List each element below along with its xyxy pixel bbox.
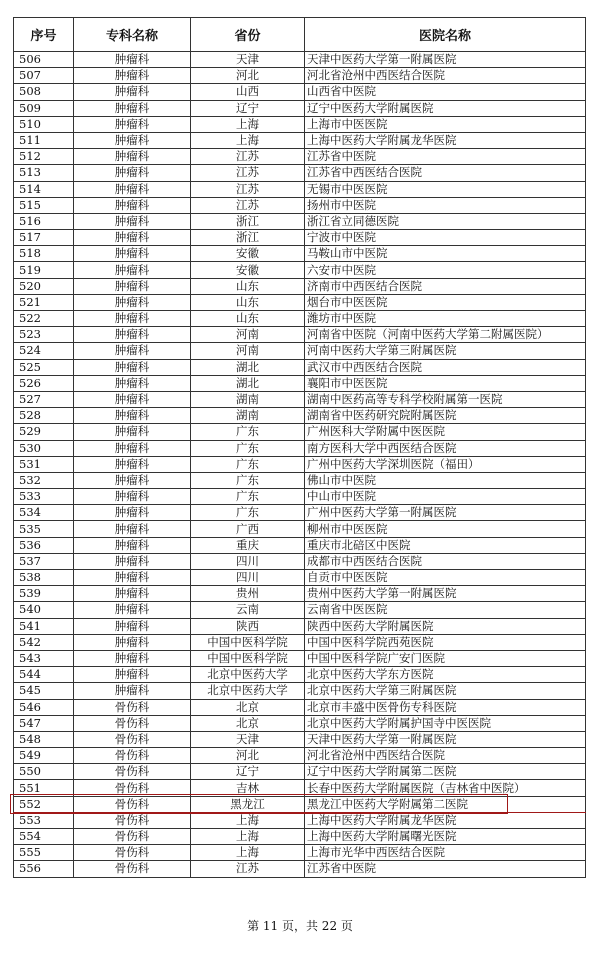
cell-serial-number: 520 [14, 278, 74, 294]
cell-hospital-name: 济南市中西医结合医院 [305, 278, 586, 294]
cell-hospital-name: 湖南中医药高等专科学校附属第一医院 [305, 391, 586, 407]
cell-department: 骨伤科 [74, 812, 191, 828]
table-row [14, 149, 586, 165]
cell-serial-number: 552 [14, 796, 74, 812]
table-row [14, 812, 586, 828]
table-row [14, 699, 586, 715]
table-row [14, 586, 586, 602]
cell-department: 肿瘤科 [74, 278, 191, 294]
table-row [14, 343, 586, 359]
cell-hospital-name: 浙江省立同德医院 [305, 213, 586, 229]
cell-department: 肿瘤科 [74, 391, 191, 407]
cell-hospital-name: 自贡市中医医院 [305, 570, 586, 586]
cell-department: 肿瘤科 [74, 68, 191, 84]
cell-province: 江苏 [191, 181, 305, 197]
cell-hospital-name: 中国中医科学院广安门医院 [305, 650, 586, 666]
cell-serial-number: 506 [14, 52, 74, 68]
cell-province: 上海 [191, 845, 305, 861]
cell-province: 山东 [191, 311, 305, 327]
cell-department: 肿瘤科 [74, 456, 191, 472]
cell-province: 广东 [191, 489, 305, 505]
cell-department: 肿瘤科 [74, 424, 191, 440]
cell-serial-number: 507 [14, 68, 74, 84]
cell-department: 肿瘤科 [74, 213, 191, 229]
cell-hospital-name: 贵州中医药大学第一附属医院 [305, 586, 586, 602]
cell-hospital-name: 江苏省中医院 [305, 149, 586, 165]
cell-department: 肿瘤科 [74, 537, 191, 553]
cell-province: 河南 [191, 327, 305, 343]
table-row [14, 472, 586, 488]
cell-hospital-name: 广州中医药大学深圳医院（福田） [305, 456, 586, 472]
cell-department: 肿瘤科 [74, 181, 191, 197]
cell-serial-number: 555 [14, 845, 74, 861]
table-row [14, 181, 586, 197]
cell-province: 广东 [191, 505, 305, 521]
cell-province: 上海 [191, 116, 305, 132]
table-row [14, 375, 586, 391]
cell-serial-number: 549 [14, 748, 74, 764]
cell-serial-number: 548 [14, 731, 74, 747]
table-body [14, 52, 586, 878]
cell-department: 肿瘤科 [74, 52, 191, 68]
cell-province: 江苏 [191, 861, 305, 877]
cell-hospital-name: 天津中医药大学第一附属医院 [305, 731, 586, 747]
cell-hospital-name: 襄阳市中医医院 [305, 375, 586, 391]
cell-province: 云南 [191, 602, 305, 618]
cell-serial-number: 531 [14, 456, 74, 472]
table-row [14, 650, 586, 666]
cell-province: 湖南 [191, 391, 305, 407]
cell-serial-number: 543 [14, 650, 74, 666]
cell-department: 肿瘤科 [74, 553, 191, 569]
cell-serial-number: 514 [14, 181, 74, 197]
table-row [14, 764, 586, 780]
cell-department: 骨伤科 [74, 715, 191, 731]
cell-hospital-name: 无锡市中医医院 [305, 181, 586, 197]
cell-hospital-name: 河北省沧州中西医结合医院 [305, 68, 586, 84]
cell-serial-number: 519 [14, 262, 74, 278]
cell-hospital-name: 辽宁中医药大学附属医院 [305, 100, 586, 116]
cell-serial-number: 542 [14, 634, 74, 650]
cell-province: 四川 [191, 570, 305, 586]
cell-serial-number: 535 [14, 521, 74, 537]
cell-serial-number: 556 [14, 861, 74, 877]
cell-department: 肿瘤科 [74, 472, 191, 488]
cell-department: 肿瘤科 [74, 149, 191, 165]
table-row [14, 278, 586, 294]
table-row [14, 845, 586, 861]
cell-province: 广东 [191, 424, 305, 440]
cell-province: 北京中医药大学 [191, 667, 305, 683]
header-serial-number: 序号 [14, 18, 74, 52]
cell-province: 上海 [191, 812, 305, 828]
table-row [14, 197, 586, 213]
table-row [14, 570, 586, 586]
cell-province: 中国中医科学院 [191, 634, 305, 650]
cell-province: 江苏 [191, 197, 305, 213]
cell-hospital-name: 佛山市中医院 [305, 472, 586, 488]
cell-serial-number: 524 [14, 343, 74, 359]
cell-province: 浙江 [191, 213, 305, 229]
cell-hospital-name: 重庆市北碚区中医院 [305, 537, 586, 553]
cell-province: 北京 [191, 699, 305, 715]
cell-serial-number: 544 [14, 667, 74, 683]
cell-serial-number: 513 [14, 165, 74, 181]
cell-hospital-name: 上海市中医医院 [305, 116, 586, 132]
cell-serial-number: 528 [14, 408, 74, 424]
cell-department: 骨伤科 [74, 845, 191, 861]
cell-hospital-name: 成都市中西医结合医院 [305, 553, 586, 569]
cell-serial-number: 518 [14, 246, 74, 262]
cell-province: 江苏 [191, 165, 305, 181]
cell-department: 肿瘤科 [74, 100, 191, 116]
cell-hospital-name: 宁波市中医院 [305, 230, 586, 246]
cell-hospital-name: 河南省中医院（河南中医药大学第二附属医院） [305, 327, 586, 343]
cell-serial-number: 511 [14, 132, 74, 148]
table-row [14, 84, 586, 100]
table-row [14, 68, 586, 84]
hospital-table [13, 17, 586, 878]
cell-province: 广东 [191, 472, 305, 488]
cell-hospital-name: 柳州市中医医院 [305, 521, 586, 537]
cell-department: 骨伤科 [74, 748, 191, 764]
table-row [14, 829, 586, 845]
table-row [14, 440, 586, 456]
cell-department: 肿瘤科 [74, 521, 191, 537]
cell-province: 天津 [191, 731, 305, 747]
table-row [14, 327, 586, 343]
cell-serial-number: 530 [14, 440, 74, 456]
cell-department: 肿瘤科 [74, 408, 191, 424]
cell-serial-number: 541 [14, 618, 74, 634]
cell-province: 上海 [191, 829, 305, 845]
cell-serial-number: 554 [14, 829, 74, 845]
table-row [14, 489, 586, 505]
table-row [14, 715, 586, 731]
header-department: 专科名称 [74, 18, 191, 52]
table-row [14, 667, 586, 683]
cell-province: 辽宁 [191, 100, 305, 116]
cell-serial-number: 512 [14, 149, 74, 165]
cell-serial-number: 540 [14, 602, 74, 618]
cell-serial-number: 532 [14, 472, 74, 488]
cell-serial-number: 521 [14, 294, 74, 310]
table-row [14, 456, 586, 472]
cell-province: 安徽 [191, 246, 305, 262]
cell-hospital-name: 中国中医科学院西苑医院 [305, 634, 586, 650]
cell-department: 肿瘤科 [74, 197, 191, 213]
cell-province: 天津 [191, 52, 305, 68]
table-row [14, 537, 586, 553]
cell-department: 肿瘤科 [74, 116, 191, 132]
hospital-table-container [13, 17, 585, 878]
cell-province: 湖南 [191, 408, 305, 424]
cell-department: 肿瘤科 [74, 570, 191, 586]
cell-department: 骨伤科 [74, 780, 191, 796]
cell-serial-number: 533 [14, 489, 74, 505]
cell-hospital-name: 上海中医药大学附属龙华医院 [305, 132, 586, 148]
header-province: 省份 [191, 18, 305, 52]
cell-province: 重庆 [191, 537, 305, 553]
header-hospital-name: 医院名称 [305, 18, 586, 52]
cell-department: 肿瘤科 [74, 650, 191, 666]
cell-province: 广东 [191, 456, 305, 472]
cell-province: 中国中医科学院 [191, 650, 305, 666]
table-row [14, 294, 586, 310]
cell-province: 上海 [191, 132, 305, 148]
cell-department: 肿瘤科 [74, 230, 191, 246]
table-row [14, 521, 586, 537]
cell-hospital-name: 烟台市中医医院 [305, 294, 586, 310]
cell-hospital-name: 广州医科大学附属中医医院 [305, 424, 586, 440]
cell-serial-number: 509 [14, 100, 74, 116]
cell-province: 湖北 [191, 375, 305, 391]
cell-hospital-name: 云南省中医医院 [305, 602, 586, 618]
cell-hospital-name: 上海中医药大学附属龙华医院 [305, 812, 586, 828]
cell-department: 肿瘤科 [74, 327, 191, 343]
cell-province: 黑龙江 [191, 796, 305, 812]
cell-province: 陕西 [191, 618, 305, 634]
cell-serial-number: 527 [14, 391, 74, 407]
table-row [14, 262, 586, 278]
cell-hospital-name: 北京市丰盛中医骨伤专科医院 [305, 699, 586, 715]
cell-hospital-name: 潍坊市中医院 [305, 311, 586, 327]
cell-department: 肿瘤科 [74, 294, 191, 310]
cell-department: 肿瘤科 [74, 311, 191, 327]
cell-hospital-name: 河南中医药大学第三附属医院 [305, 343, 586, 359]
cell-province: 湖北 [191, 359, 305, 375]
cell-department: 肿瘤科 [74, 489, 191, 505]
cell-department: 肿瘤科 [74, 505, 191, 521]
table-row [14, 359, 586, 375]
cell-hospital-name: 中山市中医院 [305, 489, 586, 505]
cell-department: 骨伤科 [74, 731, 191, 747]
cell-department: 肿瘤科 [74, 683, 191, 699]
cell-province: 河北 [191, 68, 305, 84]
cell-hospital-name: 江苏省中西医结合医院 [305, 165, 586, 181]
cell-department: 肿瘤科 [74, 440, 191, 456]
cell-serial-number: 510 [14, 116, 74, 132]
cell-hospital-name: 武汉市中西医结合医院 [305, 359, 586, 375]
table-row [14, 780, 586, 796]
cell-hospital-name: 六安市中医院 [305, 262, 586, 278]
cell-province: 北京中医药大学 [191, 683, 305, 699]
cell-province: 河南 [191, 343, 305, 359]
table-row [14, 683, 586, 699]
table-row [14, 553, 586, 569]
table-row [14, 132, 586, 148]
cell-department: 肿瘤科 [74, 634, 191, 650]
cell-department: 肿瘤科 [74, 375, 191, 391]
table-row [14, 116, 586, 132]
cell-serial-number: 522 [14, 311, 74, 327]
cell-province: 四川 [191, 553, 305, 569]
cell-department: 骨伤科 [74, 861, 191, 877]
table-header-row [14, 18, 586, 52]
cell-province: 浙江 [191, 230, 305, 246]
cell-hospital-name: 天津中医药大学第一附属医院 [305, 52, 586, 68]
cell-hospital-name: 南方医科大学中西医结合医院 [305, 440, 586, 456]
cell-province: 山西 [191, 84, 305, 100]
table-row [14, 602, 586, 618]
cell-serial-number: 553 [14, 812, 74, 828]
table-row [14, 861, 586, 877]
cell-department: 肿瘤科 [74, 359, 191, 375]
cell-serial-number: 546 [14, 699, 74, 715]
table-row [14, 230, 586, 246]
table-row [14, 213, 586, 229]
cell-hospital-name: 上海市光华中西医结合医院 [305, 845, 586, 861]
cell-hospital-name: 扬州市中医院 [305, 197, 586, 213]
cell-department: 肿瘤科 [74, 586, 191, 602]
cell-serial-number: 515 [14, 197, 74, 213]
cell-hospital-name: 马鞍山市中医院 [305, 246, 586, 262]
table-row [14, 52, 586, 68]
cell-serial-number: 529 [14, 424, 74, 440]
cell-department: 肿瘤科 [74, 84, 191, 100]
cell-serial-number: 539 [14, 586, 74, 602]
table-row [14, 618, 586, 634]
table-row [14, 311, 586, 327]
cell-department: 肿瘤科 [74, 602, 191, 618]
cell-department: 肿瘤科 [74, 165, 191, 181]
cell-hospital-name: 黑龙江中医药大学附属第二医院 [305, 796, 586, 812]
cell-department: 肿瘤科 [74, 246, 191, 262]
cell-serial-number: 516 [14, 213, 74, 229]
cell-department: 肿瘤科 [74, 667, 191, 683]
cell-serial-number: 525 [14, 359, 74, 375]
cell-province: 辽宁 [191, 764, 305, 780]
cell-hospital-name: 陕西中医药大学附属医院 [305, 618, 586, 634]
table-row [14, 505, 586, 521]
cell-province: 山东 [191, 278, 305, 294]
cell-department: 肿瘤科 [74, 132, 191, 148]
cell-province: 贵州 [191, 586, 305, 602]
table-row [14, 796, 586, 812]
cell-department: 骨伤科 [74, 764, 191, 780]
cell-department: 肿瘤科 [74, 262, 191, 278]
table-row [14, 731, 586, 747]
table-row [14, 424, 586, 440]
cell-province: 北京 [191, 715, 305, 731]
cell-department: 肿瘤科 [74, 618, 191, 634]
cell-hospital-name: 北京中医药大学附属护国寺中医医院 [305, 715, 586, 731]
cell-hospital-name: 北京中医药大学东方医院 [305, 667, 586, 683]
cell-province: 吉林 [191, 780, 305, 796]
cell-serial-number: 538 [14, 570, 74, 586]
cell-hospital-name: 河北省沧州中西医结合医院 [305, 748, 586, 764]
cell-serial-number: 547 [14, 715, 74, 731]
cell-serial-number: 526 [14, 375, 74, 391]
cell-serial-number: 536 [14, 537, 74, 553]
cell-department: 骨伤科 [74, 699, 191, 715]
page-footer: 第 11 页，共 22 页 [247, 919, 353, 933]
cell-hospital-name: 广州中医药大学第一附属医院 [305, 505, 586, 521]
cell-hospital-name: 北京中医药大学第三附属医院 [305, 683, 586, 699]
cell-hospital-name: 辽宁中医药大学附属第二医院 [305, 764, 586, 780]
cell-hospital-name: 湖南省中医药研究院附属医院 [305, 408, 586, 424]
cell-department: 骨伤科 [74, 829, 191, 845]
cell-serial-number: 550 [14, 764, 74, 780]
cell-department: 肿瘤科 [74, 343, 191, 359]
cell-serial-number: 534 [14, 505, 74, 521]
table-row [14, 391, 586, 407]
table-row [14, 165, 586, 181]
cell-serial-number: 508 [14, 84, 74, 100]
cell-serial-number: 545 [14, 683, 74, 699]
cell-department: 骨伤科 [74, 796, 191, 812]
cell-province: 广西 [191, 521, 305, 537]
table-row [14, 748, 586, 764]
cell-province: 河北 [191, 748, 305, 764]
cell-serial-number: 537 [14, 553, 74, 569]
cell-hospital-name: 山西省中医院 [305, 84, 586, 100]
cell-province: 山东 [191, 294, 305, 310]
cell-province: 江苏 [191, 149, 305, 165]
table-row [14, 246, 586, 262]
cell-province: 广东 [191, 440, 305, 456]
table-row [14, 100, 586, 116]
cell-province: 安徽 [191, 262, 305, 278]
cell-hospital-name: 上海中医药大学附属曙光医院 [305, 829, 586, 845]
cell-hospital-name: 江苏省中医院 [305, 861, 586, 877]
cell-serial-number: 523 [14, 327, 74, 343]
cell-serial-number: 517 [14, 230, 74, 246]
table-row [14, 408, 586, 424]
table-row [14, 634, 586, 650]
cell-hospital-name: 长春中医药大学附属医院（吉林省中医院） [305, 780, 586, 796]
cell-serial-number: 551 [14, 780, 74, 796]
